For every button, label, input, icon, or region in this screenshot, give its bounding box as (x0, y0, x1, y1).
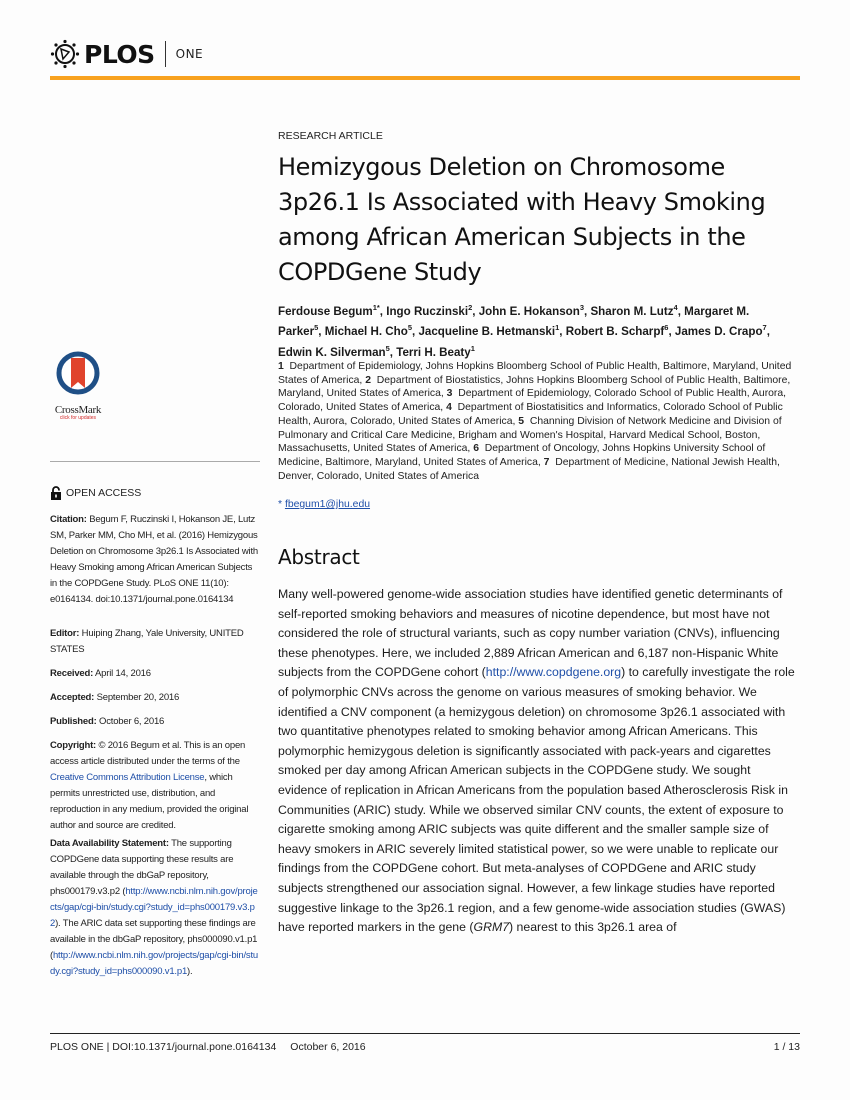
data-availability-text-3: ). (187, 966, 193, 977)
affiliation-number: 5 (518, 415, 525, 427)
footer-rule (50, 1033, 800, 1034)
author-list: Ferdouse Begum$^{1*}$, Ingo Ruczinski$^2$, John E. Hokanson$^3$, Sharon M. Lutz$^4$, Margaret M. Parker$^5$, Michael H. Cho$^5$, Jacqueline B. Hetmanski$^1$, Robert B. Scharpf$^6$, James D. Crapo$^7$, Edwin K. Silverman$^5$, Terri H. Beaty$^1$ (278, 303, 770, 359)
copyright-label: Copyright: (50, 740, 97, 751)
accepted-date: September 20, 2016 (96, 692, 180, 703)
abstract-part-1: Many well-powered genome-wide association studies have identified genetic determinants of self-reported smoking behaviors and measures of nicotine dependence, but most have not considered the role of structural variants, such as copy number variation (CNVs), influencing these phenotypes. Here, we included 2,889 African American and 6,187 non-Hispanic White subjects from the COPDGene cohort ( (278, 587, 783, 680)
citation-text: Begum F, Ruczinski I, Hokanson JE, Lutz SM, Parker MM, Cho MH, et al. (2016) Hemizygous Deletion on Chromosome 3p26.1 Is Associated with Heavy Smoking among African American Subjects in the COPDGene Study. PLoS ONE 11(10): e0164134. doi:10.1371/journal.pone.0164134 (50, 514, 258, 605)
author: Margaret M. Parker$^5$ (278, 304, 750, 339)
article-type-label: RESEARCH ARTICLE (278, 130, 383, 142)
article-title: Hemizygous Deletion on Chromosome 3p26.1 Is Associated with Heavy Smoking among African American Subjects in the COPDGene Study (278, 153, 766, 286)
published-label: Published: (50, 716, 97, 727)
data-availability-label: Data Availability Statement: (50, 838, 169, 849)
author-affiliation-marker: 1 (555, 323, 560, 333)
footer-citation (50, 1041, 366, 1053)
affiliation: 3 Department of Epidemiology, Colorado School of Public Health, Aurora, Colorado, United States of America, (278, 388, 787, 414)
footer-journal-doi: PLOS ONE | DOI:10.1371/journal.pone.0164134 (50, 1041, 277, 1053)
affiliation-number: 7 (543, 456, 550, 468)
affiliation-number: 1 (278, 361, 284, 372)
abstract-part-2: ) to carefully investigate the role of polymorphic CNVs across the genome on various measures of smoking behavior. We identified a CNV component (a hemizygous deletion) on chromosome 3p26.1 associated with two quantitative phenotypes related to smoking behavior among African Americans. This polymorphic hemizygous deletion is significantly associated with pack-years and cigarettes smoked per day among African American subjects in the COPDGene study. We sought evidence of replication in African Americans from the population based Atherosclerosis Risk in Communities (ARIC) study. While we observed similar CNV counts, the extent of exposure to cigarette smoking among ARIC subjects was quite different and the smaller sample size of heavy smokers in ARIC severely limited statistical power, so we were unable to replicate our findings from the COPDGene cohort. But meta-analyses of COPDGene and ARIC study subjects strengthened our association signal. However, a few linkage studies have reported suggestive linkage to the 3p26.1 region, and a few genome-wide association studies (GWAS) have reported markers in the gene ( (278, 665, 795, 935)
author-affiliation-marker: 3 (579, 303, 584, 312)
affiliation-number: 4 (446, 402, 452, 414)
accepted-block (50, 690, 260, 706)
citation-label: Citation: (50, 514, 87, 525)
accepted-label: Accepted: (50, 692, 95, 703)
author-affiliation-marker: 7 (762, 323, 767, 333)
author: Robert B. Scharpf$^6$ (565, 323, 669, 339)
header-rule (50, 76, 800, 80)
affiliation-number: 2 (365, 374, 371, 386)
data-availability-text-1: The supporting COPDGene data supporting these results are available through the dbGaP repository, phs000179.v3.p2 ( (50, 838, 234, 897)
affiliation-number: 6 (473, 443, 479, 455)
logo-journal-text: ONE (175, 47, 204, 61)
copyright-block (50, 738, 260, 834)
author: Michael H. Cho$^5$ (324, 323, 413, 339)
crossmark-sublabel: click for updates (59, 415, 97, 421)
editor-label: Editor: (50, 628, 80, 639)
corresponding-email-link[interactable]: fbegum1@jhu.edu (284, 499, 371, 510)
author: James D. Crapo$^7$ (674, 323, 767, 339)
open-access-badge (50, 486, 141, 500)
author-affiliation-marker: 1* (372, 303, 380, 312)
author-affiliation-marker: 1 (470, 343, 475, 353)
cc-license-link[interactable]: Creative Commons Attribution License (50, 772, 205, 783)
received-date: April 14, 2016 (95, 668, 151, 679)
received-block (50, 666, 260, 682)
received-label: Received: (50, 668, 94, 679)
abstract-heading: Abstract (278, 545, 360, 569)
affiliation-number: 3 (446, 388, 453, 400)
author: Sharon M. Lutz$^4$ (590, 303, 678, 318)
open-access-label: OPEN ACCESS (66, 487, 142, 499)
author: Edwin K. Silverman$^5$ (278, 343, 390, 359)
copyright-text-pre: © 2016 Begum et al. This is an open access article distributed under the terms of the (50, 740, 246, 767)
abstract-text (278, 585, 798, 938)
author-affiliation-marker: 5 (407, 323, 413, 333)
copyright-text-post: , which permits unrestricted use, distribution, and reproduction in any medium, provided the original author and source are credited. (50, 772, 249, 831)
logo-divider (165, 41, 166, 67)
plos-logo-icon (50, 39, 80, 69)
author-affiliation-marker: 6 (664, 323, 669, 333)
page-number: 1 / 13 (773, 1041, 800, 1053)
author: Ingo Ruczinski$^2$ (386, 303, 473, 318)
editor-text: Huiping Zhang, Yale University, UNITED STATES (50, 628, 244, 655)
plos-one-logo[interactable] (50, 36, 203, 72)
published-date: October 6, 2016 (99, 716, 165, 727)
author-affiliation-marker: 5 (385, 343, 390, 353)
author-affiliation-marker: 5 (314, 323, 319, 333)
corresponding-author (278, 499, 370, 510)
author: Jacqueline B. Hetmanski$^1$ (418, 323, 560, 339)
affiliations-list (278, 360, 803, 483)
published-block (50, 714, 260, 730)
author: Ferdouse Begum$^{1*}$ (278, 303, 380, 318)
data-availability-block (50, 836, 260, 980)
affiliation: 1 Department of Epidemiology, Johns Hopkins Bloomberg School of Public Health, Baltimore, Maryland, United States of America, (278, 361, 792, 386)
open-lock-icon (50, 486, 62, 500)
data-availability-text-2: ). The ARIC data set supporting these findings are available in the dbGaP repository, phs000090.v1.p1 ( (50, 918, 258, 961)
affiliation: 6 Department of Oncology, Johns Hopkins University School of Medicine, Baltimore, Maryland, United States of America, (278, 443, 766, 468)
crossmark-label: CrossMark (54, 404, 102, 416)
copdgene-link[interactable]: http://www.copdgene.org (485, 665, 622, 680)
editor-block (50, 626, 260, 658)
dbgap-aric-link[interactable]: http://www.ncbi.nlm.nih.gov/projects/gap/cgi-bin/study.cgi?study_id=phs000090.v1.p1 (50, 950, 259, 977)
affiliation: 7 Department of Medicine, National Jewish Health, Denver, Colorado, United States of America (278, 456, 780, 482)
dbgap-copdgene-link[interactable]: http://www.ncbi.nlm.nih.gov/projects/gap/cgi-bin/study.cgi?study_id=phs000179.v3.p2 (50, 886, 258, 929)
affiliation: 5 Channing Division of Network Medicine and Division of Pulmonary and Critical Care Medicine, Brigham and Women's Hospital, Harvard Medical School, Boston, Massachusetts, United States of America, (278, 415, 782, 455)
footer-date: October 6, 2016 (290, 1041, 366, 1053)
crossmark-badge[interactable] (48, 350, 108, 421)
logo-plos-text: PLOS (84, 39, 155, 69)
gene-name: GRM7 (473, 920, 510, 935)
sidebar-rule (50, 461, 260, 462)
citation-block (50, 512, 260, 608)
author-affiliation-marker: 2 (468, 303, 473, 312)
abstract-part-3: ) nearest to this 3p26.1 area of (509, 920, 677, 935)
affiliation: 4 Department of Biostatisitics and Informatics, Colorado School of Public Health, Aurora, Colorado, United States of America, (278, 402, 783, 427)
author-affiliation-marker: 4 (673, 303, 678, 312)
author: John E. Hokanson$^3$ (478, 303, 584, 318)
crossmark-icon (56, 350, 100, 398)
affiliation: 2 Department of Biostatistics, Johns Hopkins Bloomberg School of Public Health, Baltimore, Maryland, United States of America, (278, 374, 791, 400)
author: Terri H. Beaty$^1$ (396, 343, 475, 359)
corresponding-mark: * (278, 499, 283, 510)
